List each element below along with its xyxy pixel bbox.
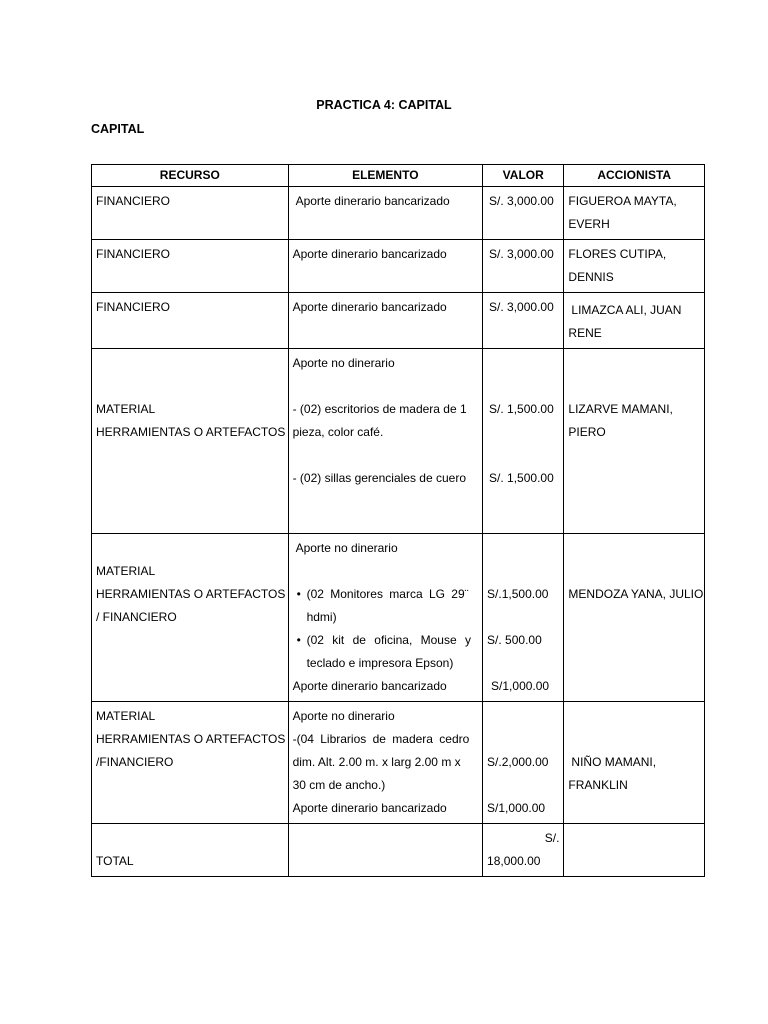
cell-accionista — [564, 349, 705, 534]
elemento-text: Aporte dinerario bancarizado — [292, 247, 447, 261]
elemento-line: - (02) sillas gerenciales de cuero — [292, 471, 466, 485]
valor-line: S/. 500.00 — [487, 633, 542, 647]
elemento-line: (02 Monitores marca LG 29¨ — [306, 587, 469, 601]
cell-total-accionista — [564, 824, 705, 877]
elemento-line: Aporte no dinerario — [292, 709, 395, 723]
recurso-line: MATERIAL — [96, 564, 156, 578]
cell-recurso — [92, 240, 289, 293]
elemento-text: Aporte dinerario bancarizado — [292, 300, 447, 314]
page-title: PRACTICA 4: CAPITAL — [316, 98, 452, 112]
accionista-line: FLORES CUTIPA, — [568, 247, 667, 261]
cell-recurso — [92, 534, 289, 702]
table-row — [92, 293, 705, 349]
cell-recurso — [92, 349, 289, 534]
accionista-line: PIERO — [568, 425, 606, 439]
cell-valor — [483, 349, 564, 534]
accionista-line: DENNIS — [568, 270, 614, 284]
cell-elemento — [288, 187, 482, 240]
cell-valor — [483, 702, 564, 824]
valor-line: S/. 1,500.00 — [489, 471, 554, 485]
accionista-line: EVERH — [568, 217, 610, 231]
elemento-line: Aporte no dinerario — [292, 356, 395, 370]
recurso-text: FINANCIERO — [96, 194, 171, 208]
cell-elemento — [288, 349, 482, 534]
elemento-line: teclado e impresora Epson) — [306, 656, 454, 670]
bullet-item — [293, 629, 478, 652]
elemento-line: 30 cm de ancho.) — [292, 778, 386, 792]
elemento-line: Aporte dinerario bancarizado — [292, 801, 447, 815]
section-title: CAPITAL — [91, 122, 145, 136]
accionista-line: MENDOZA YANA, JULIO — [568, 587, 704, 601]
table-header-row — [92, 165, 705, 187]
accionista-line: FRANKLIN — [568, 778, 628, 792]
cell-elemento — [288, 293, 482, 349]
recurso-line: MATERIAL — [96, 402, 156, 416]
cell-accionista — [564, 534, 705, 702]
valor-line: S/. 1,500.00 — [489, 402, 554, 416]
cell-accionista — [564, 702, 705, 824]
total-valor-line: 18,000.00 — [487, 854, 541, 868]
elemento-line: (02 kit de oficina, Mouse y — [306, 633, 471, 647]
cell-elemento — [288, 534, 482, 702]
bullet-item — [293, 583, 478, 606]
recurso-line: MATERIAL — [96, 709, 156, 723]
cell-recurso — [92, 293, 289, 349]
recurso-line: HERRAMIENTAS O ARTEFACTOS — [96, 587, 286, 601]
cell-total-label — [92, 824, 289, 877]
elemento-text: Aporte dinerario bancarizado — [295, 194, 450, 208]
recurso-line: HERRAMIENTAS O ARTEFACTOS — [96, 425, 286, 439]
valor-text: S/. 3,000.00 — [489, 300, 554, 314]
recurso-line: /FINANCIERO — [96, 755, 174, 769]
cell-elemento — [288, 702, 482, 824]
cell-recurso — [92, 187, 289, 240]
elemento-line: hdmi) — [306, 610, 337, 624]
elemento-line: -(04 Librarios de madera cedro — [292, 732, 470, 746]
table-row — [92, 240, 705, 293]
recurso-text: FINANCIERO — [96, 247, 171, 261]
cell-elemento — [288, 240, 482, 293]
table-row — [92, 349, 705, 534]
valor-text: S/. 3,000.00 — [489, 247, 554, 261]
accionista-line: NIÑO MAMANI, — [571, 755, 657, 769]
valor-line: S/1,000.00 — [491, 679, 550, 693]
cell-total-valor — [483, 824, 564, 877]
header-recurso: RECURSO — [92, 165, 289, 187]
table-row — [92, 187, 705, 240]
total-valor-line: S/. — [544, 831, 560, 845]
elemento-line: - (02) escritorios de madera de 1 — [292, 402, 467, 416]
total-row — [92, 824, 705, 877]
header-accionista: ACCIONISTA — [564, 165, 705, 187]
recurso-line: / FINANCIERO — [96, 610, 177, 624]
recurso-line: HERRAMIENTAS O ARTEFACTOS — [96, 732, 286, 746]
cell-total-elemento — [288, 824, 482, 877]
cell-valor — [483, 534, 564, 702]
header-valor: VALOR — [483, 165, 564, 187]
recurso-text: FINANCIERO — [96, 300, 171, 314]
cell-accionista — [564, 240, 705, 293]
header-elemento: ELEMENTO — [288, 165, 482, 187]
cell-recurso — [92, 702, 289, 824]
accionista-line: LIMAZCA ALI, JUAN — [571, 303, 682, 317]
capital-table — [91, 164, 705, 877]
elemento-line: Aporte no dinerario — [295, 541, 398, 555]
cell-valor — [483, 187, 564, 240]
accionista-line: LIZARVE MAMANI, — [568, 402, 673, 416]
bullet-glyph: • — [296, 587, 301, 601]
accionista-line: RENE — [568, 326, 602, 340]
cell-valor — [483, 293, 564, 349]
cell-valor — [483, 240, 564, 293]
cell-accionista — [564, 187, 705, 240]
elemento-line: Aporte dinerario bancarizado — [292, 679, 447, 693]
table-row — [92, 534, 705, 702]
valor-line: S/1,000.00 — [487, 801, 546, 815]
accionista-line: FIGUEROA MAYTA, — [568, 194, 677, 208]
valor-line: S/.1,500.00 — [487, 587, 549, 601]
total-label: TOTAL — [96, 854, 134, 868]
cell-accionista — [564, 293, 705, 349]
elemento-line: pieza, color café. — [292, 425, 384, 439]
valor-line: S/.2,000.00 — [487, 755, 549, 769]
bullet-glyph: • — [296, 633, 301, 647]
elemento-line: dim. Alt. 2.00 m. x larg 2.00 m x — [292, 755, 461, 769]
valor-text: S/. 3,000.00 — [489, 194, 554, 208]
table-row — [92, 702, 705, 824]
